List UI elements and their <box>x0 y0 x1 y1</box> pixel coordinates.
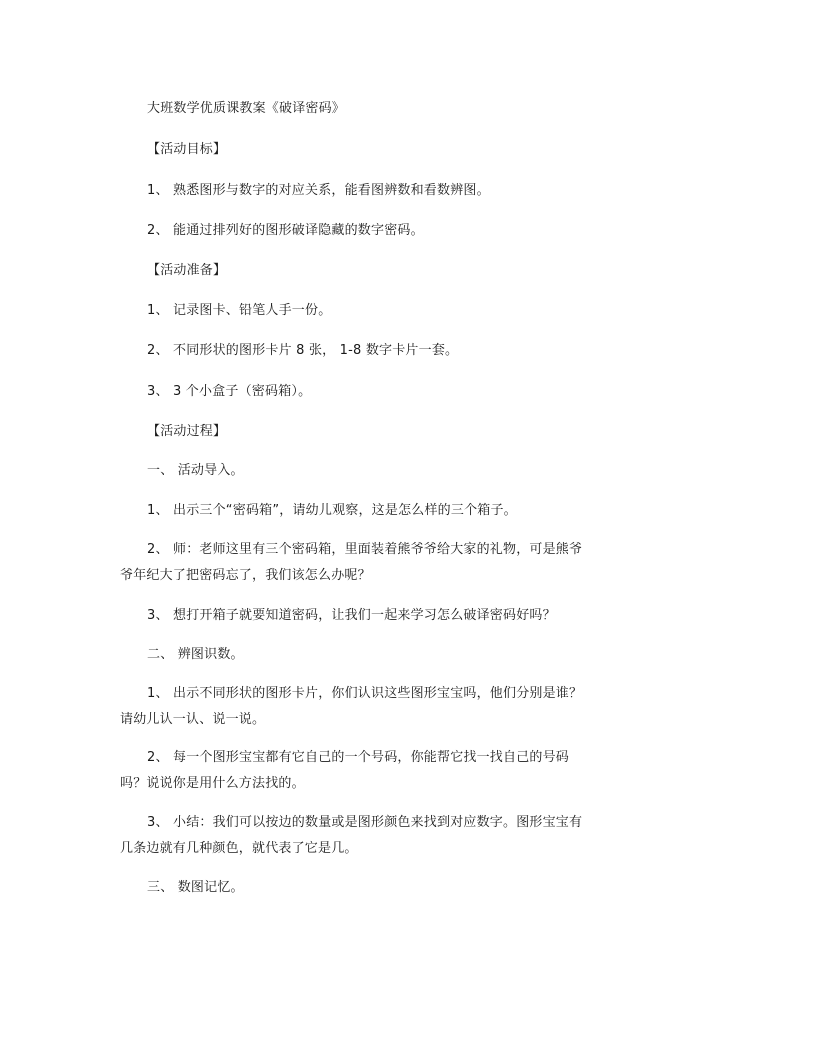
prep-item-1: 1、 记录图卡、铅笔人手一份。 <box>147 303 332 318</box>
part1-item-1: 1、 出示三个“密码箱”，请幼儿观察，这是怎么样的三个箱子。 <box>147 503 517 518</box>
part3-heading: 三、 数图记忆。 <box>147 880 244 895</box>
part1-item-3: 3、 想打开箱子就要知道密码，让我们一起来学习怎么破译密码好吗？ <box>147 608 556 623</box>
part2-item-3: 3、 小结：我们可以按边的数量或是图形颜色来找到对应数字。图形宝宝有几条边就有几种颜色，就代表了它是几。 <box>120 815 583 856</box>
part2-heading: 二、 辨图识数。 <box>147 647 244 662</box>
prep-item-2: 2、 不同形状的图形卡片 8 张， 1-8 数字卡片一套。 <box>147 343 459 358</box>
goals-heading: 【活动目标】 <box>147 142 227 157</box>
prep-heading: 【活动准备】 <box>147 263 227 278</box>
goal-item-1: 1、 熟悉图形与数字的对应关系，能看图辨数和看数辨图。 <box>147 183 490 198</box>
document-title: 大班数学优质课教案《破译密码》 <box>147 101 346 116</box>
process-heading: 【活动过程】 <box>147 424 227 439</box>
part2-item-1: 1、 出示不同形状的图形卡片，你们认识这些图形宝宝吗，他们分别是谁？请幼儿认一认、说一说。 <box>120 686 583 727</box>
prep-item-3: 3、 3 个小盒子（密码箱）。 <box>147 384 312 399</box>
goal-item-2: 2、 能通过排列好的图形破译隐藏的数字密码。 <box>147 223 424 238</box>
part1-heading: 一、 活动导入。 <box>147 463 244 478</box>
part1-item-2: 2、 师：老师这里有三个密码箱，里面装着熊爷爷给大家的礼物，可是熊爷爷年纪大了把密码忘了，我们该怎么办呢？ <box>120 542 583 583</box>
part2-item-2: 2、 每一个图形宝宝都有它自己的一个号码，你能帮它找一找自己的号码吗？说说你是用什么方法找的。 <box>120 750 570 791</box>
